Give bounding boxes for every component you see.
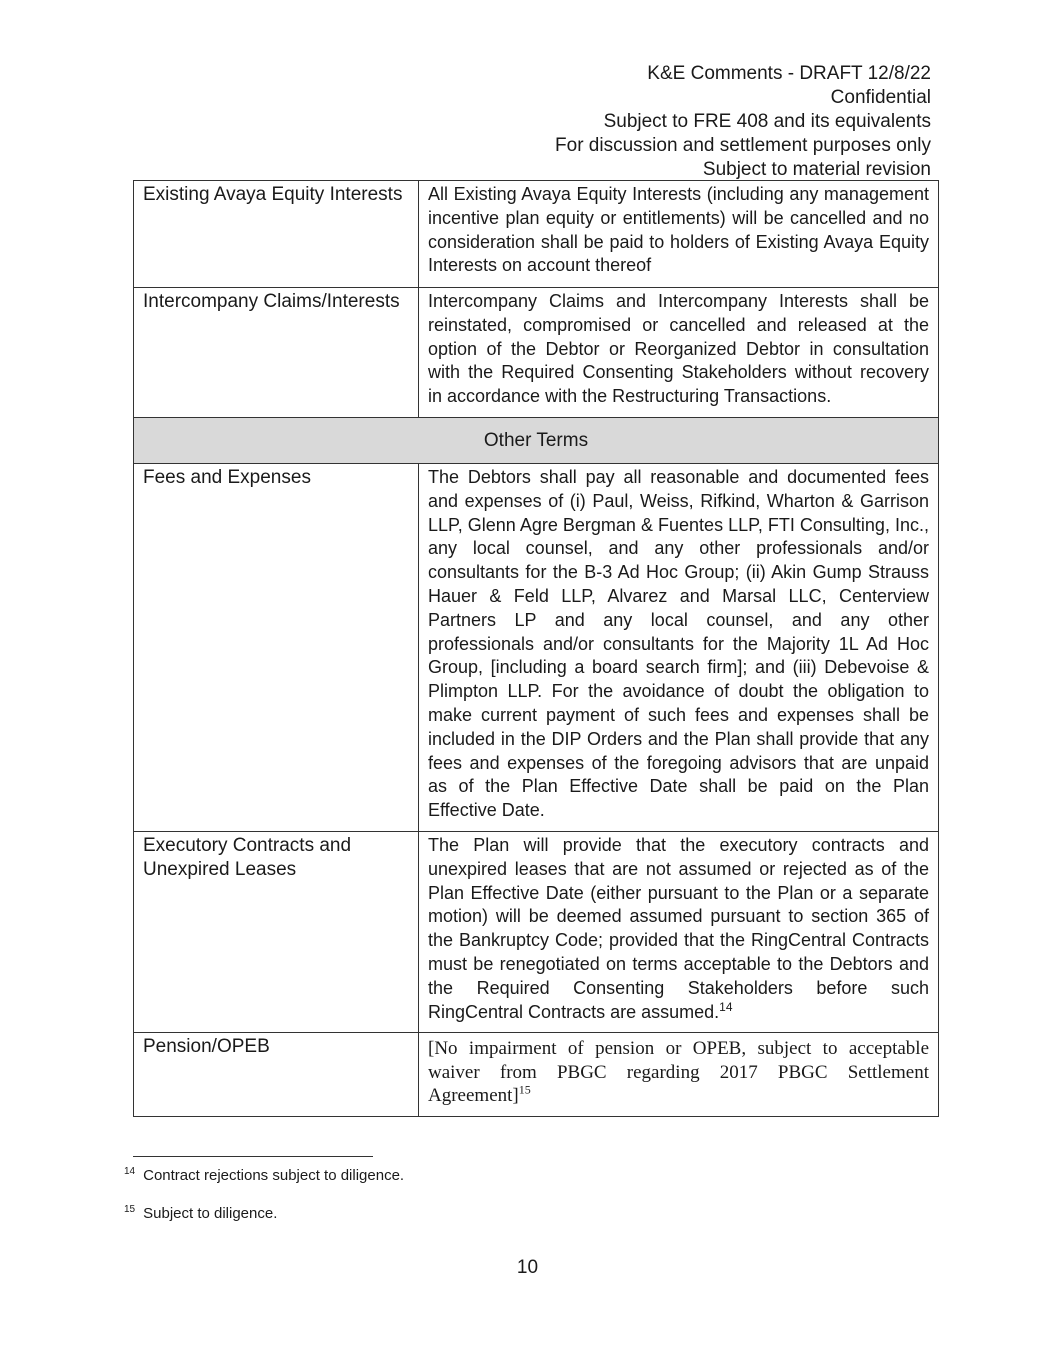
row-text — [419, 1033, 939, 1117]
table-row — [134, 181, 939, 288]
header-line: For discussion and settlement purposes only — [555, 135, 931, 156]
footnote-ref[interactable]: 15 — [518, 1083, 531, 1097]
footnote-divider — [133, 1156, 373, 1157]
term-sheet-table — [133, 180, 939, 1117]
header-line: Subject to material revision — [702, 159, 931, 180]
footnote-text: Subject to diligence. — [143, 1205, 278, 1222]
footnote-15 — [124, 1205, 277, 1223]
table-row — [134, 831, 939, 1032]
header-line: Subject to FRE 408 and its equivalents — [603, 111, 931, 132]
row-text: Intercompany Claims and Intercompany Interests shall be reinstated, compromised or cancelled and released at the option of the Debtor or Reorganized Debtor in consultation with the Required Consenting Stakeholders without recovery in accordance with the Restructuring Transactions. — [419, 288, 939, 418]
row-label: Existing Avaya Equity Interests — [134, 181, 419, 288]
header-line: K&E Comments - DRAFT 12/8/22 — [647, 63, 931, 84]
footnote-number: 14 — [124, 1166, 136, 1177]
row-text: The Debtors shall pay all reasonable and documented fees and expenses of (i) Paul, Weiss, Rifkind, Wharton & Garrison LLP, Glenn Agre Bergman & Fuentes LLP, FTI Consulting, Inc., any local counsel, and any other professionals and/or consultants for the B-3 Ad Hoc Group; (ii) Akin Gump Strauss Hauer & Feld LLP, Alvarez and Marsal LLC, Centerview Partners LP and any local counsel, and any other professionals and/or consultants for the Majority 1L Ad Hoc Group, [including a board search firm]; and (iii) Debevoise & Plimpton LLP. For the avoidance of doubt the obligation to make current payment of such fees and expenses shall be included in the DIP Orders and the Plan shall provide that any fees and expenses of the foregoing advisors that are unpaid as of the Plan Effective Date shall be paid on the Plan Effective Date. — [419, 464, 939, 832]
row-text — [419, 831, 939, 1032]
footnote-text: Contract rejections subject to diligence. — [143, 1167, 405, 1184]
table-row — [134, 1033, 939, 1117]
footnote-14 — [124, 1167, 404, 1185]
row-label: Executory Contracts and Unexpired Leases — [134, 831, 419, 1032]
row-label: Pension/OPEB — [134, 1033, 419, 1117]
draft-header — [555, 62, 931, 182]
page-number: 10 — [516, 1257, 539, 1278]
row-label: Intercompany Claims/Interests — [134, 288, 419, 418]
section-title: Other Terms — [134, 418, 939, 464]
table-row — [134, 288, 939, 418]
row-label: Fees and Expenses — [134, 464, 419, 832]
row-text-body: [No impairment of pension or OPEB, subject to acceptable waiver from PBGC regarding 2017 PBGC Settlement Agreement] — [428, 1038, 929, 1107]
footnote-ref[interactable]: 14 — [719, 999, 733, 1014]
table-row — [134, 464, 939, 832]
row-text-body: The Plan will provide that the executory contracts and unexpired leases that are not assumed or rejected as of the Plan Effective Date (either pursuant to the Plan or a separate motion) will be deemed assumed pursuant to section 365 of the Bankruptcy Code; provided that the RingCentral Contracts must be renegotiated on terms acceptable to the Debtors and the Required Consenting Stakeholders before such RingCentral Contracts are assumed. — [428, 834, 929, 1022]
footnote-number: 15 — [124, 1204, 136, 1215]
row-text: All Existing Avaya Equity Interests (including any management incentive plan equity or entitlements) will be cancelled and no consideration shall be paid to holders of Existing Avaya Equity Interests on account thereof — [419, 181, 939, 288]
section-header-row — [134, 418, 939, 464]
header-line: Confidential — [830, 87, 931, 108]
